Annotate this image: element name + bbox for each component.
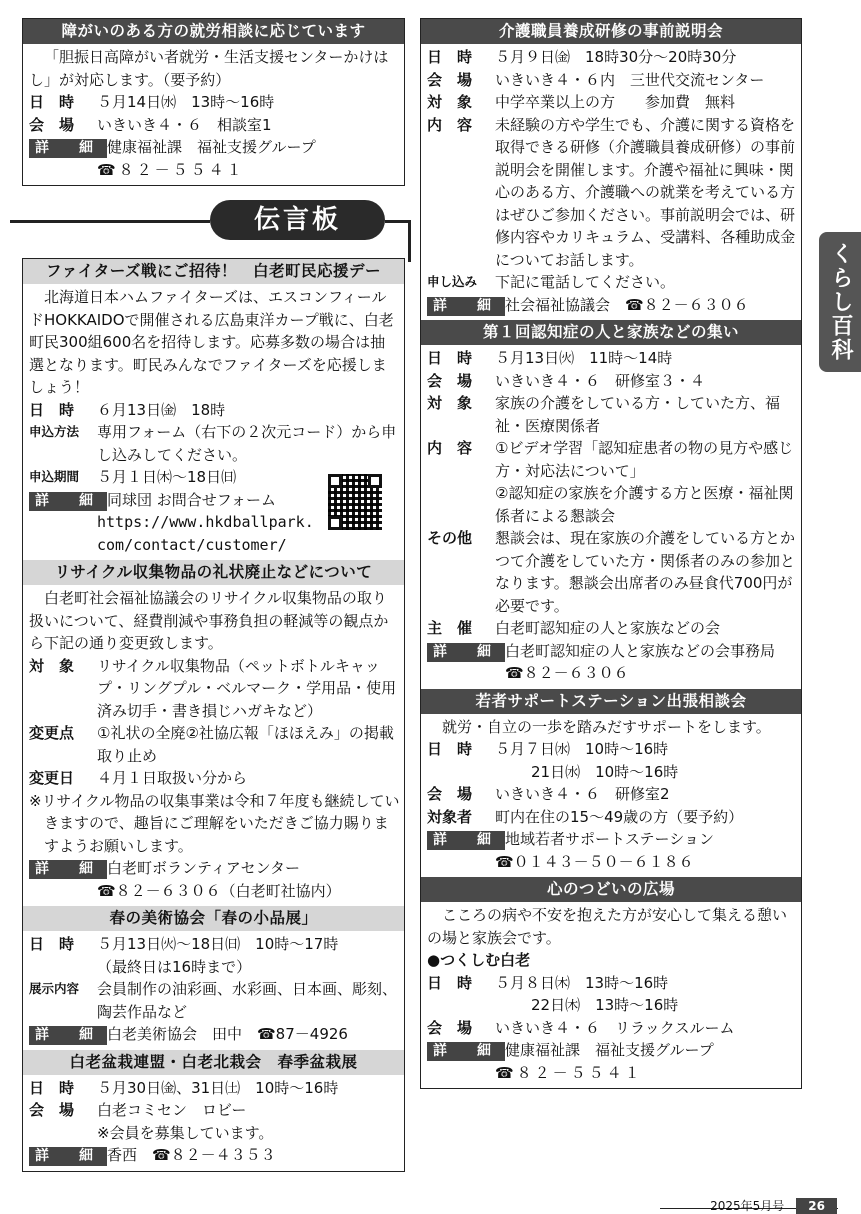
value-target: 中学卒業以上の方 参加費 無料	[495, 93, 736, 111]
label-datetime: 日 時	[29, 935, 75, 953]
intro-text: 就労・自立の一歩を踏みだすサポートをします。	[442, 717, 771, 736]
section-title: ファイターズ戦にご招待！ 白老町民応援デー	[23, 259, 404, 284]
section-title: 介護職員養成研修の事前説明会	[421, 19, 801, 44]
phone-number: ☎８２－６３０６（白老町社協内）	[97, 881, 341, 900]
note-text: ※リサイクル物品の収集事業は令和７年度も継続していきますので、趣旨にご理解をいただきご協力賜りますようお願いします。	[29, 791, 400, 855]
value-detail: 地域若者サポートステーション	[505, 830, 714, 848]
section-title: 春の美術協会「春の小品展」	[23, 906, 404, 931]
label-content: 内 容	[427, 115, 473, 134]
label-datetime: 日 時	[427, 740, 473, 758]
section-title: 心のつどいの広場	[421, 877, 801, 902]
label-datetime: 日 時	[29, 400, 75, 419]
value-detail: 社会福祉協議会 ☎８２－６３０６	[505, 295, 749, 314]
value-detail: 白老美術協会 田中 ☎87－4926	[107, 1025, 348, 1043]
label-datetime: 日 時	[29, 93, 75, 111]
detail-badge: 詳 細	[427, 831, 505, 850]
notice-employment-consult	[22, 18, 405, 186]
banner-line-left	[10, 220, 210, 223]
label-apply-method: 申込方法	[29, 424, 80, 439]
label-venue: 会 場	[427, 785, 473, 803]
banner-line-right	[385, 220, 410, 223]
section-title: 若者サポートステーション出張相談会	[421, 689, 801, 714]
label-exhibit: 展示内容	[29, 981, 80, 996]
intro-text: 北海道日本ハムファイターズは、エスコンフィールドHOKKAIDOで開催される広島東洋カープ戦に、白老町民300組600名を招待します。応募多数の場合は抽選となります。町民みんなでファイターズを応援しましょう！	[29, 288, 394, 396]
label-venue: 会 場	[427, 1018, 473, 1037]
intro-text: こころの病や不安を抱えた方が安心して集える憩いの場と家族会です。	[427, 906, 788, 947]
banner-line-drop	[408, 220, 411, 262]
value-organizer: 白老町認知症の人と家族などの会	[495, 619, 721, 637]
label-organizer: 主 催	[427, 619, 473, 637]
label-venue: 会 場	[29, 115, 75, 134]
label-datetime: 日 時	[29, 1078, 75, 1097]
intro-text: 「胆振日高障がい者就労・生活支援センターかけはし」が対応します。（要予約）	[29, 48, 389, 89]
value-detail: 同球団 お問合せフォーム	[107, 490, 277, 509]
value-venue: いきいき４・６ 研修室３・４	[495, 371, 706, 390]
detail-badge: 詳 細	[427, 643, 505, 662]
detail-badge: 詳 細	[29, 860, 107, 879]
section-title: リサイクル収集物品の礼状廃止などについて	[23, 560, 404, 585]
sub-text: ②認知症の家族を介護する方と医療・福祉関係者による懇談会	[495, 484, 794, 525]
page-footer	[710, 1197, 837, 1214]
value-venue: いきいき４・６ 研修室2	[495, 785, 670, 803]
label-target: 対 象	[427, 93, 473, 111]
detail-badge: 詳 細	[29, 492, 107, 511]
label-target: 対象者	[427, 807, 473, 826]
label-venue: 会 場	[427, 371, 473, 390]
value-apply: 下記に電話してください。	[495, 273, 676, 291]
label-target: 対 象	[29, 656, 75, 675]
label-datetime: 日 時	[427, 48, 473, 66]
detail-badge: 詳 細	[427, 1042, 505, 1061]
value-target: 町内在住の15～49歳の方（要予約）	[495, 807, 744, 826]
value-venue: いきいき４・６ 相談室1	[97, 115, 272, 134]
value-detail: 香西 ☎８２－４３５３	[107, 1146, 276, 1164]
footer-issue: 2025年5月号	[710, 1199, 785, 1213]
sub-text: ※会員を募集しています。	[97, 1123, 274, 1142]
detail-badge: 詳 細	[29, 1026, 107, 1045]
label-change-date: 変更日	[29, 769, 75, 787]
value-datetime: ５月14日㈬ 13時～16時	[97, 93, 275, 111]
value-content: 未経験の方や学生でも、介護に関する資格を取得できる研修（介護職員養成研修）の事前説明会を開催します。介護や福祉に興味・関心のある方、介護職への就業を考えている方はぜひご参加ください。事前説明会では、研修内容やカリキュラム、受講料、各種助成金についてお話します。	[495, 115, 796, 269]
label-content: 内 容	[427, 439, 473, 457]
label-datetime: 日 時	[427, 349, 473, 367]
value-detail: 健康福祉課 福祉支援グループ	[505, 1041, 714, 1059]
banner-title: 伝言板	[210, 200, 385, 240]
value-datetime: ５月９日㈮ 18時30分～20時30分	[495, 48, 737, 66]
value-datetime: ５月７日㈬ 10時～16時	[495, 740, 669, 758]
value-target: リサイクル収集物品（ペットボトルキャップ・リングプル・ベルマーク・学用品・使用済み切手・書き損じハガキなど）	[97, 656, 397, 720]
value-datetime: ５月８日㈭ 13時～16時	[495, 973, 669, 992]
contact-url-line2[interactable]: com/contact/customer/	[97, 535, 287, 554]
label-other: その他	[427, 529, 473, 547]
label-apply: 申し込み	[427, 274, 478, 289]
detail-badge: 詳 細	[427, 297, 505, 316]
value-venue: 白老コミセン ロビー	[97, 1101, 247, 1119]
notice-fighters-invite	[22, 258, 405, 1172]
right-column	[420, 18, 802, 1089]
label-venue: 会 場	[29, 1101, 75, 1119]
value-other: 懇談会は、現在家族の介護をしている方とかつて介護をしていた方・関係者のみの参加となります。懇談会出席者のみ昼食代700円が必要です。	[495, 529, 796, 615]
left-column	[22, 18, 405, 1172]
page-number: 26	[796, 1198, 837, 1214]
contact-url-line1[interactable]: https://www.hkdballpark.	[97, 513, 314, 531]
value-changes: ①礼状の全廃②社協広報「ほほえみ」の掲載取り止め	[97, 724, 394, 765]
value-change-date: ４月１日取扱い分から	[97, 769, 248, 787]
value-content: ①ビデオ学習「認知症患者の物の見方や感じ方・対応法について」	[495, 439, 794, 480]
phone-number: ☎８２－５５４１	[97, 160, 245, 179]
phone-number: ☎０１４３－５０－６１８６	[495, 852, 694, 871]
detail-badge: 詳 細	[29, 1147, 107, 1166]
value-datetime: ５月30日㈮、31日㈯ 10時～16時	[97, 1078, 339, 1097]
value-datetime: ５月13日㈫～18日㈰ 10時～17時	[97, 935, 339, 953]
intro-text: 白老町社会福祉協議会のリサイクル収集物品の取り扱いについて、経費削減や事務負担の軽減等の観点から下記の通り変更致します。	[29, 589, 389, 652]
sub-text: （最終日は16時まで）	[97, 957, 252, 976]
sub-text: 22日㈭ 13時～16時	[531, 996, 679, 1014]
value-detail: 健康福祉課 福祉支援グループ	[107, 138, 316, 156]
label-changes: 変更点	[29, 724, 75, 742]
group-name: ●つくしむ白老	[427, 951, 531, 969]
label-target: 対 象	[427, 394, 473, 412]
value-venue: いきいき４・６ リラックスルーム	[495, 1018, 735, 1037]
value-detail: 白老町ボランティアセンター	[107, 859, 301, 877]
notice-right-stack	[420, 18, 802, 1089]
label-datetime: 日 時	[427, 973, 473, 992]
sub-text: 21日㈬ 10時～16時	[531, 762, 679, 781]
side-tab-kurashi: くらし百科	[819, 232, 861, 372]
qr-code-icon[interactable]	[328, 474, 382, 530]
detail-badge: 詳 細	[29, 139, 107, 158]
value-target: 家族の介護をしている方・していた方、福祉・医療関係者	[495, 394, 781, 435]
section-title: 障がいのある方の就労相談に応じています	[23, 19, 404, 44]
value-apply-method: 専用フォーム（右下の２次元コード）から申し込みしてください。	[97, 423, 397, 464]
value-datetime: ５月13日㈫ 11時～14時	[495, 349, 673, 367]
value-exhibit: 会員制作の油彩画、水彩画、日本画、彫刻、陶芸作品など	[97, 980, 398, 1021]
value-venue: いきいき４・６内 三世代交流センター	[495, 70, 765, 89]
label-apply-period: 申込期間	[29, 469, 80, 484]
section-title: 白老盆栽連盟・白老北栽会 春季盆栽展	[23, 1050, 404, 1075]
label-venue: 会 場	[427, 70, 473, 89]
phone-number: ☎８２－５５４１	[495, 1063, 643, 1082]
value-datetime: ６月13日㈮ 18時	[97, 400, 226, 419]
value-detail: 白老町認知症の人と家族などの会事務局 ☎８２－６３０６	[505, 641, 791, 682]
value-apply-period: ５月１日㈭～18日㈰	[97, 468, 237, 486]
section-title: 第１回認知症の人と家族などの集い	[421, 320, 801, 345]
